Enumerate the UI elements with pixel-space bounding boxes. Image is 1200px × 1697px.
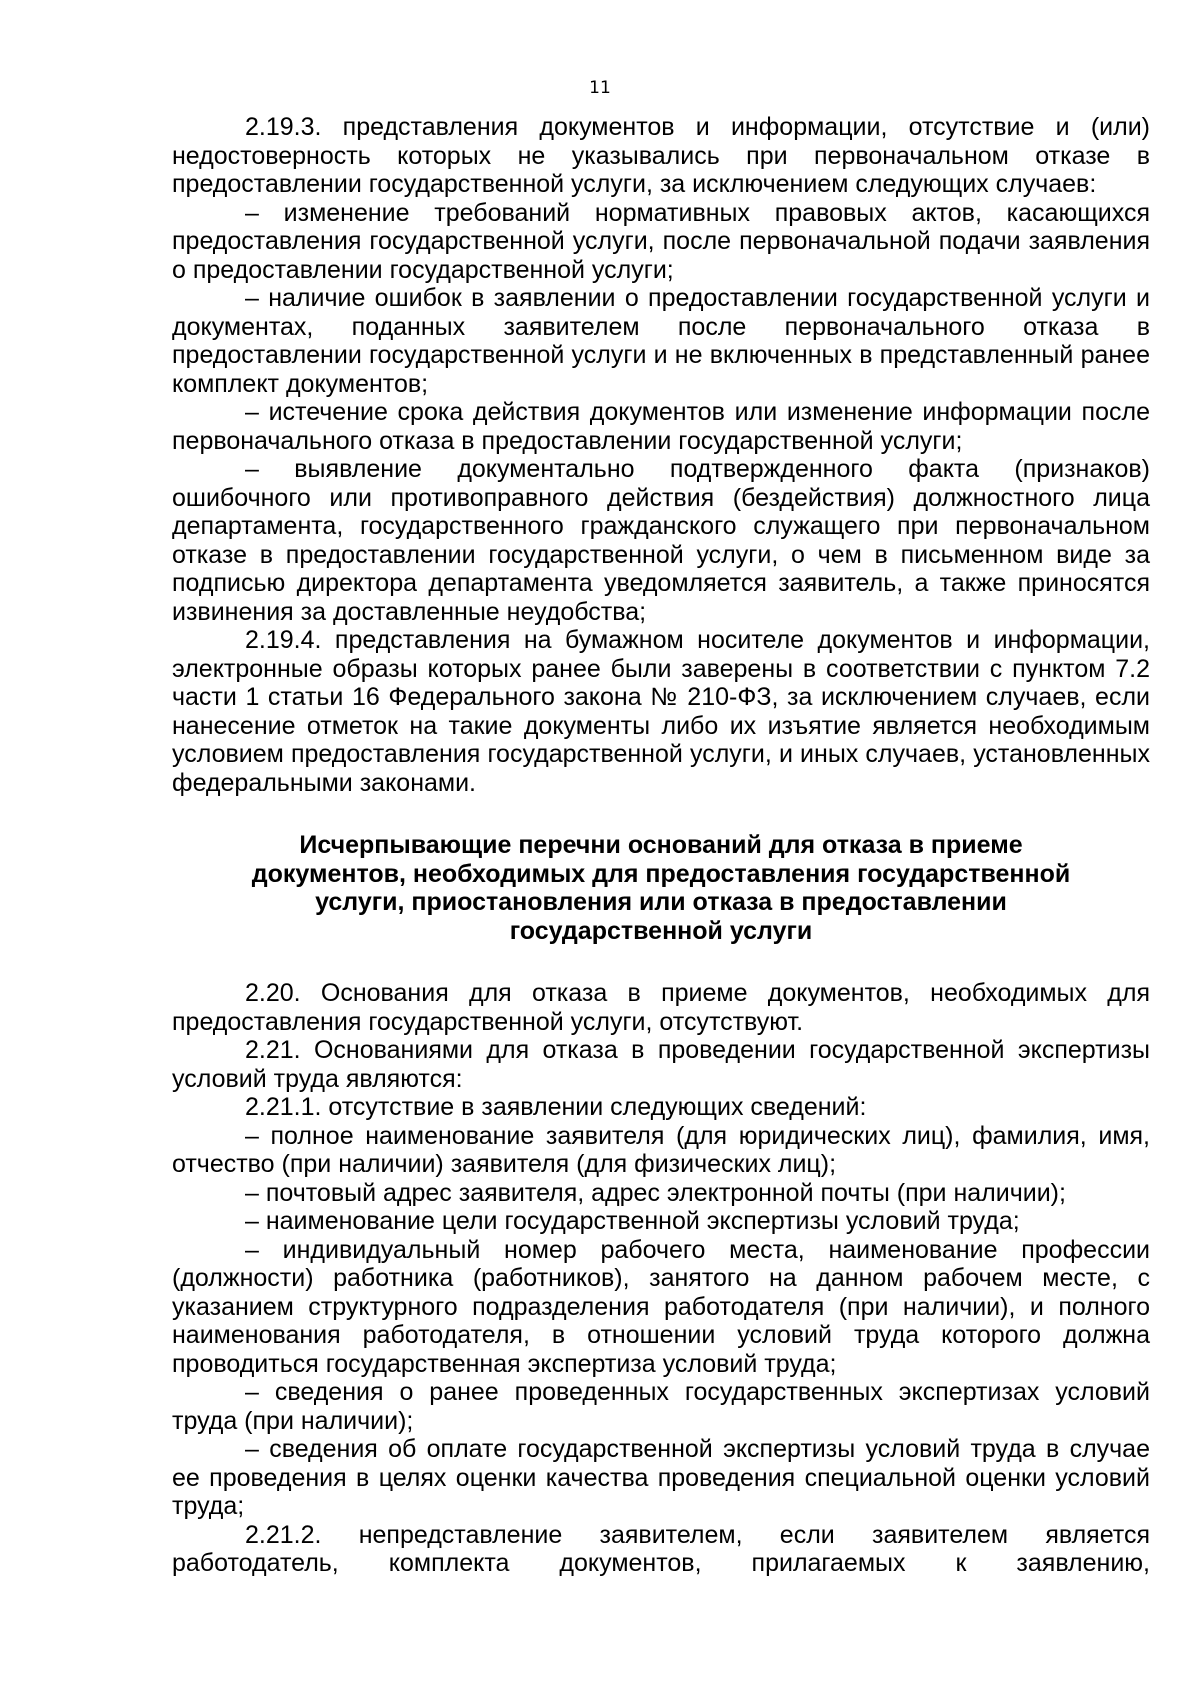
list-item-errors-in-application: – наличие ошибок в заявлении о предоставлении государственной услуги и документах, поданных заявителем после первоначального отказа в предоставлении государственной услуги и не включенных в представленный ранее комплект документов; bbox=[172, 284, 1150, 398]
list-item-postal-address: – почтовый адрес заявителя, адрес электронной почты (при наличии); bbox=[245, 1178, 1066, 1207]
paragraph-2-19-4: 2.19.4. представления на бумажном носителе документов и информации, электронные образы которых ранее были заверены в соответствии с пунктом 7.2 части 1 статьи 16 Федерального закона № 210-ФЗ, за исключением случаев, если нанесение отметок на такие документы либо их изъятие является необходимым условием предоставления государственной услуги, и иных случаев, установленных федеральными законами. bbox=[172, 626, 1150, 797]
list-item-requirements-change: – изменение требований нормативных правовых актов, касающихся предоставления государственной услуги, после первоначальной подачи заявления о предоставлении государственной услуги; bbox=[172, 198, 1150, 284]
paragraph-2-21: 2.21. Основаниями для отказа в проведении государственной экспертизы условий труда являются: bbox=[172, 1036, 1150, 1093]
paragraph-2-20: 2.20. Основания для отказа в приеме документов, необходимых для предоставления государственной услуги, отсутствуют. bbox=[172, 979, 1150, 1036]
paragraph-2-21-1: 2.21.1. отсутствие в заявлении следующих сведений: bbox=[245, 1093, 867, 1121]
page-number: 11 bbox=[589, 78, 611, 98]
list-item-workplace-number: – индивидуальный номер рабочего места, наименование профессии (должности) работника (работников), занятого на данном рабочем месте, с указанием структурного подразделения работодателя (при наличии), и полного наименования работодателя, в отношении условий труда которого должна проводиться государственная экспертиза условий труда; bbox=[172, 1235, 1150, 1378]
list-item-purpose: – наименование цели государственной экспертизы условий труда; bbox=[245, 1207, 1020, 1235]
list-item-expiry-of-documents: – истечение срока действия документов или изменение информации после первоначального отказа в предоставлении государственной услуги; bbox=[172, 398, 1150, 455]
list-item-unlawful-action: – выявление документально подтвержденного факта (признаков) ошибочного или противоправного действия (бездействия) должностного лица департамента, государственного гражданского служащего при первоначальном отказе в предоставлении государственной услуги, о чем в письменном виде за подписью директора департамента уведомляется заявитель, а также приносятся извинения за доставленные неудобства; bbox=[172, 455, 1150, 626]
heading-line: государственной услуги bbox=[509, 916, 813, 945]
section-heading bbox=[172, 831, 1150, 945]
heading-line: Исчерпывающие перечни оснований для отказа в приеме bbox=[299, 831, 1023, 859]
paragraph-2-21-2: 2.21.2. непредставление заявителем, если заявителем является работодатель, комплекта документов, прилагаемых к заявлению, bbox=[172, 1520, 1150, 1577]
heading-line: услуги, приостановления или отказа в предоставлении bbox=[315, 888, 1007, 916]
list-item-payment-info: – сведения об оплате государственной экспертизы условий труда в случае ее проведения в целях оценки качества проведения специальной оценки условий труда; bbox=[172, 1435, 1150, 1520]
heading-line: документов, необходимых для предоставления государственной bbox=[251, 859, 1071, 888]
list-item-applicant-name: – полное наименование заявителя (для юридических лиц), фамилия, имя, отчество (при наличии) заявителя (для физических лиц); bbox=[172, 1121, 1150, 1178]
paragraph-2-19-3: 2.19.3. представления документов и информации, отсутствие и (или) недостоверность которых не указывались при первоначальном отказе в предоставлении государственной услуги, за исключением следующих случаев: bbox=[172, 113, 1150, 198]
list-item-previous-expertise: – сведения о ранее проведенных государственных экспертизах условий труда (при наличии); bbox=[172, 1378, 1150, 1435]
document-body bbox=[172, 113, 1150, 1578]
